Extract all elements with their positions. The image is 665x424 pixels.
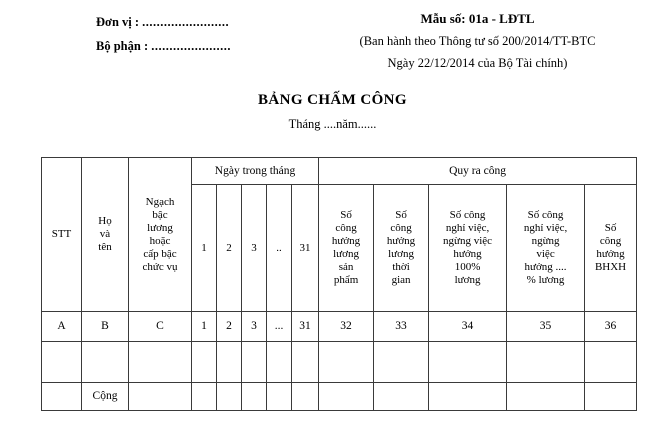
ref-cell-6: ... (267, 312, 292, 342)
ref-cell-12: 36 (585, 312, 637, 342)
department-line (96, 34, 231, 58)
ref-cell-7: 31 (292, 312, 319, 342)
convert-1-line-2: hưởng (386, 235, 416, 247)
total-cell-10[interactable] (429, 383, 507, 411)
header-day-ellipsis: .. (267, 185, 292, 312)
convert-3-line-5: % lương (526, 274, 565, 286)
header-day-31: 31 (292, 185, 319, 312)
entry-cell-4[interactable] (217, 342, 242, 383)
convert-3-line-1: nghỉ việc, (523, 222, 568, 234)
header-rank-line-0: Ngạch (145, 195, 175, 208)
header-rank-line-1: bậc (152, 208, 168, 221)
convert-0-line-4: sản (338, 261, 354, 273)
convert-2-line-1: nghỉ việc, (445, 222, 490, 234)
convert-2-line-3: hưởng (453, 248, 482, 260)
ref-cell-10: 34 (429, 312, 507, 342)
convert-3-line-3: việc (536, 248, 555, 260)
convert-2-line-0: Số công (449, 209, 486, 221)
department-dots: ...................... (151, 39, 231, 53)
form-issuing-circular: (Ban hành theo Thông tư số 200/2014/TT-BTC (359, 34, 596, 48)
period-line: Tháng ....năm...... (288, 117, 377, 131)
total-cell-5[interactable] (242, 383, 267, 411)
header-convert-time-wage (374, 185, 429, 312)
timesheet-table-wrapper (41, 157, 632, 411)
organization-line (96, 10, 231, 34)
total-cell-2[interactable] (129, 383, 192, 411)
header-rank-line-3: hoặc (149, 234, 171, 247)
convert-0-line-5: phẩm (333, 274, 359, 286)
convert-4-line-0: Số (604, 222, 617, 234)
convert-3-line-0: Số công (527, 209, 564, 221)
form-reference-block (290, 8, 665, 74)
total-cell-12[interactable] (585, 383, 637, 411)
entry-cell-6[interactable] (267, 342, 292, 383)
entry-cell-3[interactable] (192, 342, 217, 383)
ref-cell-3: 1 (192, 312, 217, 342)
header-convert-leave-100 (429, 185, 507, 312)
convert-1-line-5: gian (391, 274, 411, 286)
document-header (0, 0, 665, 150)
convert-2-line-2: ngừng việc (443, 235, 493, 247)
convert-2-line-4: 100% (454, 261, 481, 273)
convert-0-line-0: Số (340, 209, 352, 221)
timesheet-table (41, 157, 637, 411)
convert-1-line-0: Số (395, 209, 407, 221)
header-day-2: 2 (217, 185, 242, 312)
header-rank-line-2: lương (147, 221, 173, 234)
convert-1-line-4: thời (392, 261, 410, 273)
total-label: Cộng (82, 383, 129, 411)
table-row (42, 342, 637, 383)
total-cell-6[interactable] (267, 383, 292, 411)
header-cell-rank (129, 158, 192, 312)
entry-cell-11[interactable] (507, 342, 585, 383)
convert-4-line-1: công (599, 235, 622, 247)
ref-cell-9: 33 (374, 312, 429, 342)
convert-0-line-2: hưởng (331, 235, 361, 247)
department-label: Bộ phận : (96, 39, 152, 53)
ref-cell-8: 32 (319, 312, 374, 342)
header-rank-line-4: cấp bậc (143, 247, 177, 260)
total-cell-7[interactable] (292, 383, 319, 411)
header-name-line-1: và (99, 228, 111, 240)
entry-cell-5[interactable] (242, 342, 267, 383)
entry-cell-10[interactable] (429, 342, 507, 383)
total-cell-3[interactable] (192, 383, 217, 411)
organization-label: Đơn vị : (96, 15, 143, 29)
convert-2-line-5: lương (454, 274, 481, 286)
entry-cell-8[interactable] (319, 342, 374, 383)
ref-cell-2: C (129, 312, 192, 342)
header-name-line-0: Họ (98, 215, 112, 227)
total-cell-11[interactable] (507, 383, 585, 411)
entry-cell-12[interactable] (585, 342, 637, 383)
total-cell-8[interactable] (319, 383, 374, 411)
ref-cell-1: B (82, 312, 129, 342)
entry-cell-0[interactable] (42, 342, 82, 383)
convert-4-line-3: BHXH (594, 261, 627, 273)
header-convert-bhxh (585, 185, 637, 312)
form-code: Mẫu số: 01a - LĐTL (420, 11, 535, 26)
total-cell-0 (42, 383, 82, 411)
header-group-convert: Quy ra công (319, 158, 637, 185)
total-cell-9[interactable] (374, 383, 429, 411)
header-rank-line-5: chức vụ (142, 260, 178, 273)
header-cell-stt: STT (42, 158, 82, 312)
convert-0-line-3: lương (333, 248, 359, 260)
header-cell-name (82, 158, 129, 312)
header-group-days: Ngày trong tháng (192, 158, 319, 185)
organization-dots: ........................ (142, 15, 230, 29)
entry-cell-2[interactable] (129, 342, 192, 383)
ref-cell-4: 2 (217, 312, 242, 342)
convert-3-line-2: ngừng (531, 235, 560, 247)
page-title: BẢNG CHẤM CÔNG (258, 92, 407, 108)
form-issue-date: Ngày 22/12/2014 của Bộ Tài chính) (387, 56, 568, 70)
convert-1-line-3: lương (388, 248, 414, 260)
organization-block (96, 10, 231, 58)
ref-cell-5: 3 (242, 312, 267, 342)
convert-3-line-4: hưởng .... (524, 261, 567, 273)
convert-0-line-1: công (335, 222, 357, 234)
total-cell-4[interactable] (217, 383, 242, 411)
table-total-row (42, 383, 637, 411)
ref-cell-11: 35 (507, 312, 585, 342)
header-day-3: 3 (242, 185, 267, 312)
entry-cell-7[interactable] (292, 342, 319, 383)
header-day-1: 1 (192, 185, 217, 312)
header-name-line-2: tên (98, 241, 112, 253)
header-convert-leave-partial (507, 185, 585, 312)
entry-cell-1[interactable] (82, 342, 129, 383)
table-header-group-row (42, 158, 637, 185)
header-convert-product-wage (319, 185, 374, 312)
entry-cell-9[interactable] (374, 342, 429, 383)
convert-4-line-2: hưởng (596, 248, 625, 260)
convert-1-line-1: công (390, 222, 412, 234)
ref-cell-0: A (42, 312, 82, 342)
table-row (42, 312, 637, 342)
